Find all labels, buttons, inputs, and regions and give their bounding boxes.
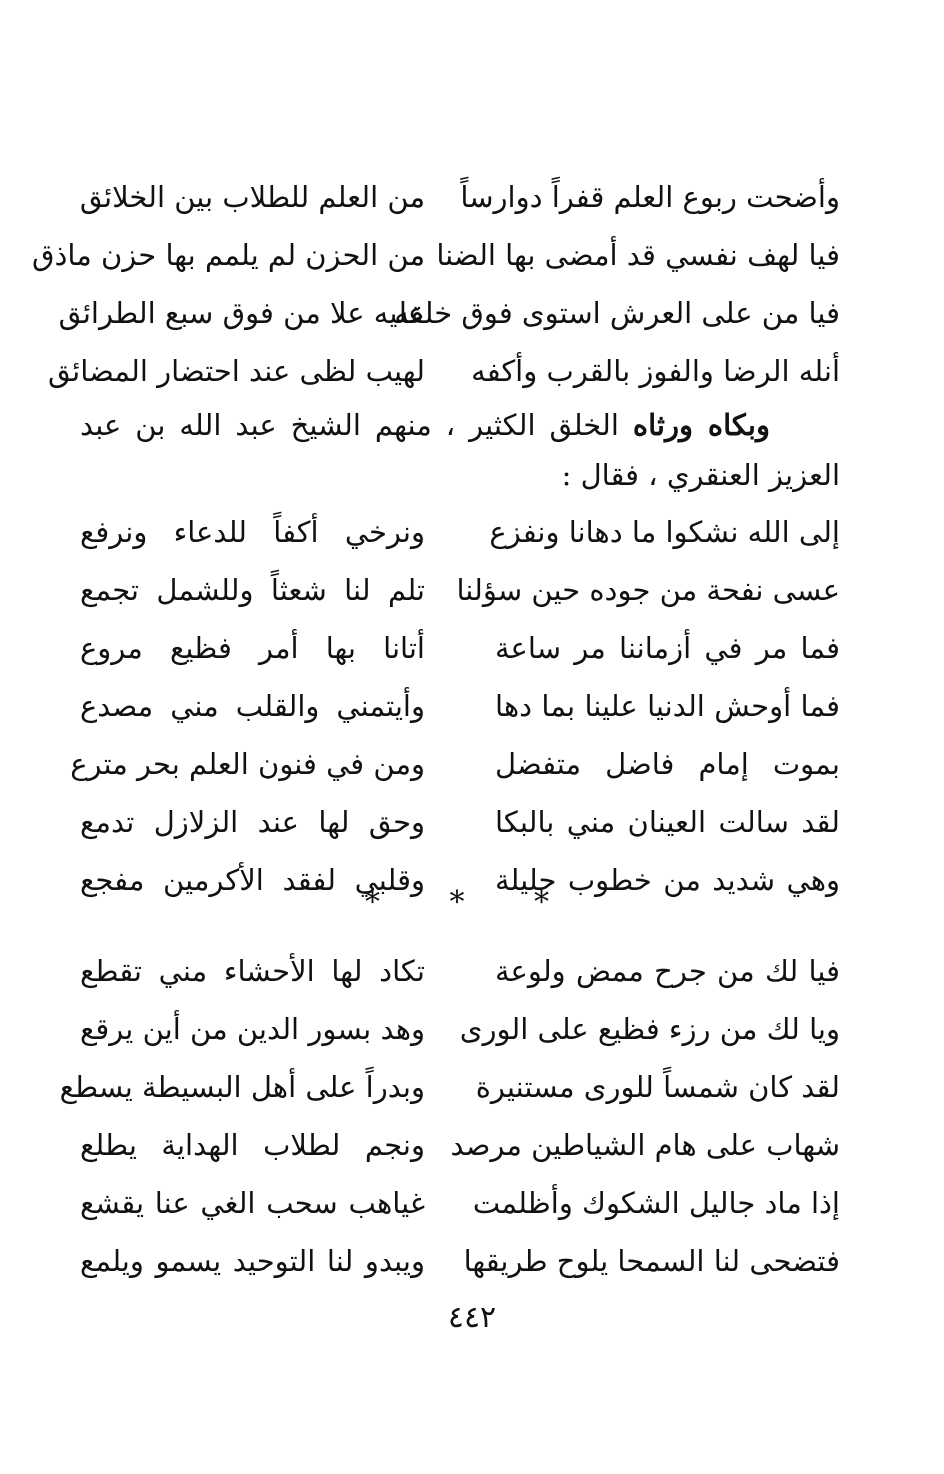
verse-line — [80, 503, 840, 561]
verse-line — [59, 1058, 840, 1116]
first-hemistich: فيا لهف نفسي قد أمضى بها الضنا — [436, 238, 840, 272]
first-hemistich: بموت إمام فاضل متفضل — [495, 747, 840, 781]
first-hemistich: فتضحى لنا السمحا يلوح طريقها — [463, 1244, 840, 1278]
prose-rest: الخلق الكثير ، منهم الشيخ عبد الله بن عبد العزيز العنقري ، فقال : — [80, 408, 840, 492]
verse-line — [80, 561, 840, 619]
verse-line — [80, 619, 840, 677]
first-hemistich: إلى الله نشكوا ما دهانا ونفزع — [489, 515, 840, 549]
second-hemistich: وأيتمني والقلب مني مصدع — [80, 689, 425, 723]
first-hemistich: فيا من على العرش استوى فوق خلقه — [394, 296, 840, 330]
verse-line — [58, 284, 840, 342]
verse-line — [32, 226, 840, 284]
second-hemistich: عليه علا من فوق سبع الطرائق — [58, 296, 425, 330]
second-hemistich: من الحزن لم يلمم بها حزن ماذق — [32, 238, 425, 272]
verse-line — [80, 1232, 840, 1290]
first-hemistich: فما أوحش الدنيا علينا بما دها — [495, 689, 840, 723]
first-hemistich: إذا ماد جاليل الشكوك وأظلمت — [472, 1186, 840, 1220]
second-hemistich: أتانا بها أمر فظيع مروع — [80, 631, 425, 665]
first-hemistich: فيا لك من جرح ممض ولوعة — [495, 954, 840, 988]
verse-line — [48, 342, 840, 400]
second-hemistich: وحق لها عند الزلازل تدمع — [80, 805, 425, 839]
verse-line — [80, 1116, 840, 1174]
verse-line — [80, 942, 840, 1000]
poem-block-2 — [70, 503, 840, 909]
first-hemistich: فما مر في أزماننا مر ساعة — [495, 631, 840, 665]
first-hemistich: أنله الرضا والفوز بالقرب وأكفه — [471, 354, 840, 388]
first-hemistich: وأضحت ربوع العلم قفراً دوارساً — [460, 180, 840, 214]
verse-line — [80, 793, 840, 851]
second-hemistich: من العلم للطلاب بين الخلائق — [79, 180, 425, 214]
first-hemistich: عسى نفحة من جوده حين سؤلنا — [456, 573, 840, 607]
prose-bold-lead: وبكاه ورثاه — [632, 408, 770, 442]
second-hemistich: تلم لنا شعثاً وللشمل تجمع — [80, 573, 425, 607]
verse-line — [80, 1174, 840, 1232]
first-hemistich: لقد سالت العينان مني بالبكا — [495, 805, 840, 839]
poem-block-1 — [32, 168, 840, 400]
verse-line — [80, 168, 840, 226]
first-hemistich: وهي شديد من خطوب جليلة — [495, 863, 840, 897]
second-hemistich: لهيب لظى عند احتضار المضائق — [48, 354, 425, 388]
second-hemistich: ومن في فنون العلم بحر مترع — [70, 747, 425, 781]
page-number: ٤٤٢ — [447, 1300, 497, 1335]
first-hemistich: لقد كان شمساً للورى مستنيرة — [475, 1070, 840, 1104]
second-hemistich: ونجم لطلاب الهداية يطلع — [80, 1128, 425, 1162]
poem-block-3 — [59, 942, 840, 1290]
second-hemistich: غياهب سحب الغي عنا يقشع — [80, 1186, 425, 1220]
prose-text — [80, 400, 840, 500]
verse-line — [80, 677, 840, 735]
second-hemistich: وقلبي لفقد الأكرمين مفجع — [80, 863, 425, 897]
verse-line — [70, 735, 840, 793]
section-separator: * * * — [364, 885, 580, 920]
second-hemistich: تكاد لها الأحشاء مني تقطع — [80, 954, 425, 988]
first-hemistich: شهاب على هام الشياطين مرصد — [450, 1128, 840, 1162]
second-hemistich: وبدراً على أهل البسيطة يسطع — [59, 1070, 425, 1104]
second-hemistich: وهد بسور الدين من أين يرقع — [80, 1012, 425, 1046]
verse-line — [80, 1000, 840, 1058]
second-hemistich: ونرخي أكفاً للدعاء ونرفع — [80, 515, 425, 549]
prose-paragraph — [80, 400, 840, 500]
first-hemistich: ويا لك من رزء فظيع على الورى — [459, 1012, 840, 1046]
second-hemistich: ويبدو لنا التوحيد يسمو ويلمع — [80, 1244, 425, 1278]
